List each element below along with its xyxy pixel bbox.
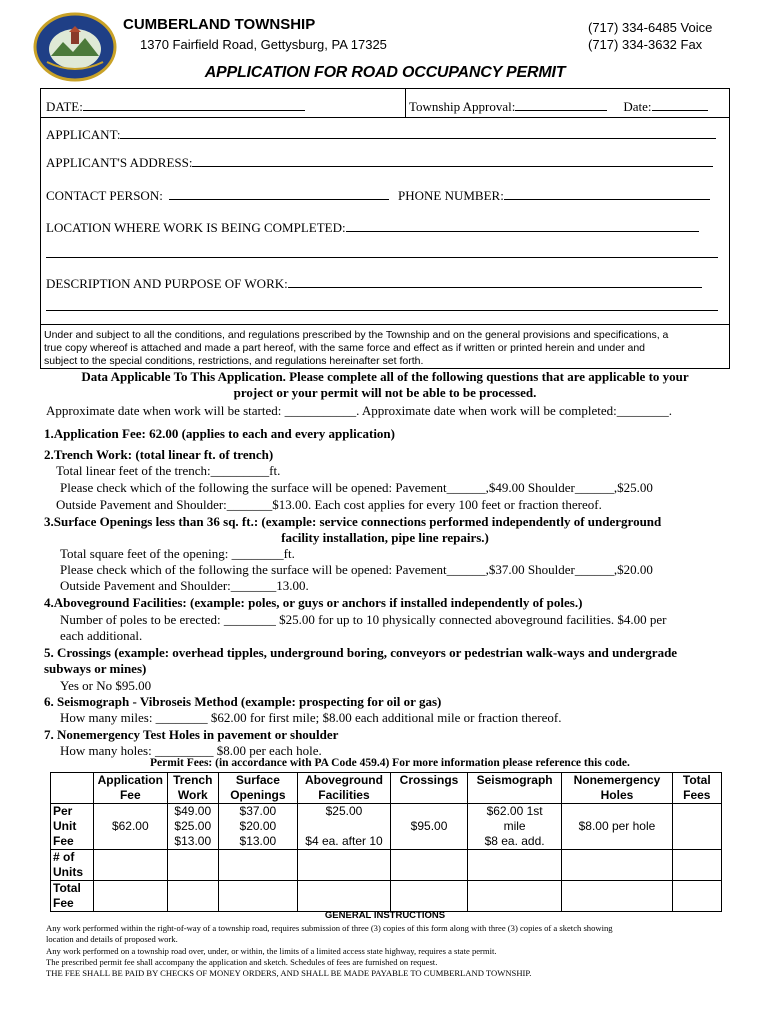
header-crossings: Crossings [391,773,468,804]
surface-heading: 3.Surface Openings less than 36 sq. ft.: (example: service connections performed independently of underground [44,514,662,529]
data-heading-line: Data Applicable To This Application. Please complete all of the following questions that are applicable to your [81,369,689,384]
total-cell[interactable] [297,881,390,912]
location-label: LOCATION WHERE WORK IS BEING COMPLETED: [46,220,346,235]
description-field[interactable] [46,274,702,292]
units-cell[interactable] [391,850,468,881]
application-fee-item: 1.Application Fee: 62.00 (applies to each and every application) [44,426,395,441]
total-cell[interactable] [219,881,298,912]
contact-person-label: CONTACT PERSON: [46,188,163,203]
trench-length[interactable]: Total linear feet of the trench:_________ft. [56,463,281,478]
approval-date-label: Date: [623,99,652,114]
fee-table [50,772,722,912]
surface-heading-2: facility installation, pipe line repairs.) [281,530,489,545]
date-label: DATE: [46,99,83,114]
description-label: DESCRIPTION AND PURPOSE OF WORK: [46,276,288,291]
units-cell[interactable] [672,850,721,881]
units-cell[interactable] [467,850,562,881]
total-cell[interactable] [672,881,721,912]
total-cell[interactable] [94,881,168,912]
header-application-fee: Application Fee [94,773,168,804]
general-instructions-heading: GENERAL INSTRUCTIONS [324,910,446,921]
units-cell[interactable] [167,850,218,881]
units-cell[interactable] [297,850,390,881]
township-approval-field[interactable] [409,97,708,115]
header-total-fees: Total Fees [672,773,721,804]
phone-number-field[interactable] [398,186,710,204]
aboveground-additional: each additional. [60,628,143,643]
trench-heading: 2.Trench Work: (total linear ft. of trench) [44,447,274,462]
instruction-line: Any work performed on a township road over, under, or within, the limits of a limited access state highway, requires a state permit. [46,945,497,956]
surface-outside[interactable]: Outside Pavement and Shoulder:_______13.00. [60,578,309,593]
per-unit-seismograph: $62.00 1st mile $8 ea. add. [467,804,562,850]
row-label-total: Total Fee [51,881,94,912]
applicant-field[interactable] [46,125,716,143]
units-cell[interactable] [219,850,298,881]
instruction-line: Any work performed within the right-of-way of a township road, requires submission of three (3) copies of this form along with three (3) copies of a sketch showing [46,923,613,933]
conditions-text [44,329,668,368]
location-field[interactable] [46,218,699,236]
header-seismograph: Seismograph [467,773,562,804]
data-heading [0,369,770,401]
header-surface-openings: Surface Openings [219,773,298,804]
data-heading-line: project or your permit will not be able to be processed. [233,385,537,400]
location-line-2[interactable] [46,257,718,258]
conditions-line: true copy whereof is attached and made a part hereof, with the same force and effect as if written or printed herein and under and [44,342,645,354]
applicant-label: APPLICANT: [46,127,121,142]
trench-outside[interactable]: Outside Pavement and Shoulder:_______$13.00. Each cost applies for every 100 feet or fraction thereof. [56,497,602,512]
per-unit-surface: $37.00 $20.00 $13.00 [219,804,298,850]
conditions-rule [40,324,729,325]
township-address: 1370 Fairfield Road, Gettysburg, PA 17325 [140,37,387,52]
row-label-per-unit: Per Unit Fee [51,804,94,850]
applicant-address-field[interactable] [46,153,713,171]
per-unit-total[interactable] [672,804,721,850]
header-aboveground: Aboveground Facilities [297,773,390,804]
row-label-units: # of Units [51,850,94,881]
fee-table-caption: Permit Fees: (in accordance with PA Code 459.4) For more information please reference this code. [150,757,630,769]
applicant-address-label: APPLICANT'S ADDRESS: [46,155,193,170]
description-line-2[interactable] [46,310,718,311]
instruction-line: location and details of proposed work. [46,934,178,945]
header-nonemergency: Nonemergency Holes [562,773,672,804]
seismograph-heading: 6. Seismograph - Vibroseis Method (example: prospecting for oil or gas) [44,694,442,709]
conditions-line: Under and subject to all the conditions, and regulations prescribed by the Township and on the general provisions and specifications, a [44,329,669,341]
units-cell[interactable] [94,850,168,881]
total-cell[interactable] [167,881,218,912]
township-name: CUMBERLAND TOWNSHIP [123,16,316,33]
approval-row-rule [40,117,729,118]
seismograph-miles[interactable]: How many miles: ________ $62.00 for first mile; $8.00 each additional mile or fraction thereof. [60,710,562,725]
nonemergency-heading: 7. Nonemergency Test Holes in pavement or shoulder [44,727,339,742]
total-cell[interactable] [391,881,468,912]
corner-cell [51,773,94,804]
aboveground-poles[interactable]: Number of poles to be erected: ________ $25.00 for up to 10 physically connected aboveground facilities. $4.00 per [60,612,667,627]
township-approval-label: Township Approval: [409,99,516,114]
conditions-line: subject to the special conditions, restrictions, and regulations hereinafter set forth. [44,355,424,367]
per-unit-application: $62.00 [94,804,168,850]
crossings-yes-no[interactable]: Yes or No $95.00 [60,678,152,693]
crossings-heading-2: subways or mines) [44,661,147,676]
nonemergency-holes[interactable]: How many holes: _________ $8.00 per each hole. [60,743,322,758]
trench-surface[interactable]: Please check which of the following the surface will be opened: Pavement______,$49.00 Shoulder______,$25.00 [60,480,653,495]
per-unit-crossings: $95.00 [391,804,468,850]
phone-voice: (717) 334-6485 Voice [588,20,713,35]
general-instructions [46,923,613,979]
per-unit-trench: $49.00 $25.00 $13.00 [167,804,218,850]
total-cell[interactable] [562,881,672,912]
instruction-line: The prescribed permit fee shall accompany the application and sketch. Schedules of fees are furnished on request. [46,956,438,967]
approval-divider [405,88,406,117]
surface-area[interactable]: Total square feet of the opening: ________ft. [60,546,295,561]
aboveground-heading: 4.Aboveground Facilities: (example: poles, or guys or anchors if installed independently of poles.) [44,595,583,610]
approx-dates[interactable]: Approximate date when work will be started: ___________. Approximate date when work will be completed:________. [46,403,673,418]
per-unit-aboveground: $25.00 $4 ea. after 10 [297,804,390,850]
units-cell[interactable] [562,850,672,881]
form-title: APPLICATION FOR ROAD OCCUPANCY PERMIT [204,64,566,81]
header-trench-work: Trench Work [167,773,218,804]
total-cell[interactable] [467,881,562,912]
per-unit-nonemergency: $8.00 per hole [562,804,672,850]
instruction-line: THE FEE SHALL BE PAID BY CHECKS OF MONEY ORDERS, AND SHALL BE MADE PAYABLE TO CUMBERLAND TOWNSHIP. [46,968,532,979]
contact-person-field[interactable] [46,186,389,204]
crossings-heading: 5. Crossings (example: overhead tipples, underground boring, conveyors or pedestrian walk-ways and undergrade [44,645,678,660]
phone-number-label: PHONE NUMBER: [398,188,504,203]
surface-type[interactable]: Please check which of the following the surface will be opened: Pavement______,$37.00 Shoulder______,$20.00 [60,562,653,577]
date-field[interactable] [46,97,305,115]
phone-fax: (717) 334-3632 Fax [588,37,703,52]
